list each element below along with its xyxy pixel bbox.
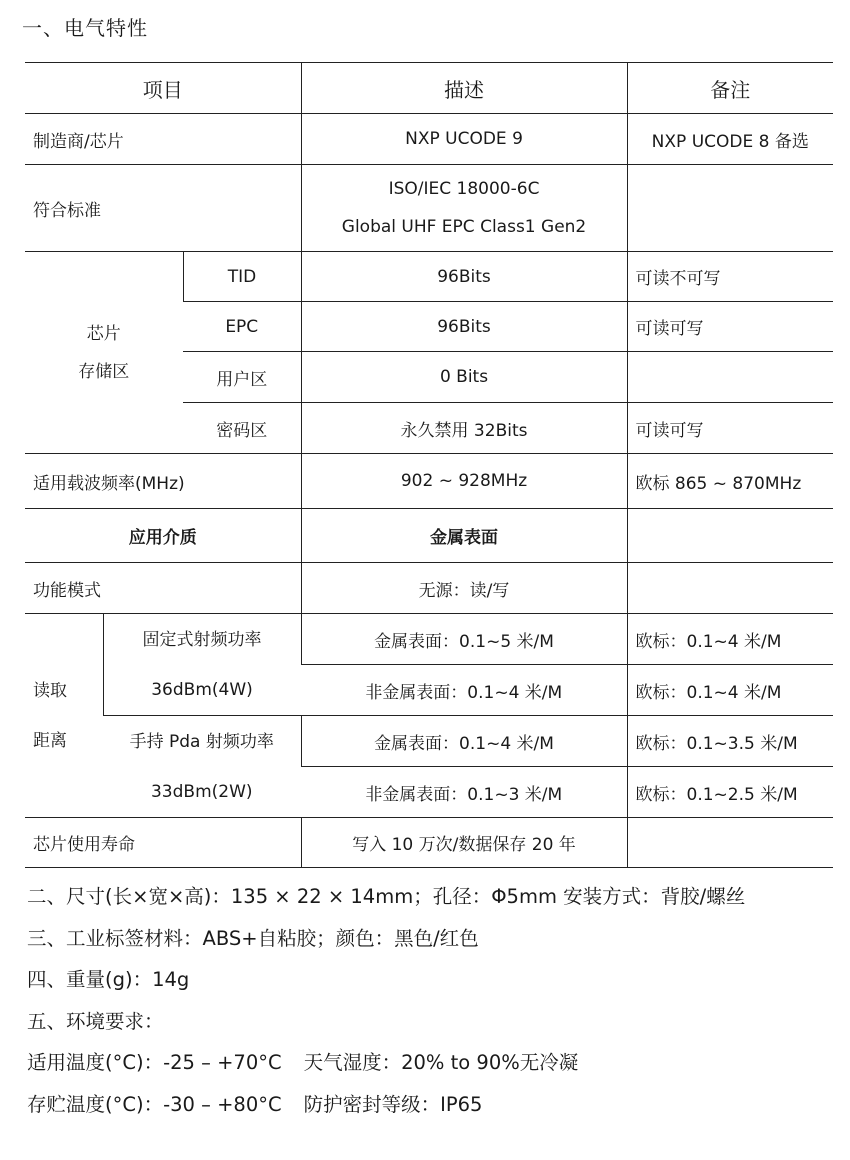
table-row-frequency (25, 454, 833, 509)
distance-note-2: 欧标：0.1~4 米/M (627, 665, 833, 716)
distance-note-3: 欧标：0.1~3.5 米/M (627, 716, 833, 767)
handheld-power-label (103, 716, 301, 818)
lifetime-label: 芯片使用寿命 (25, 818, 301, 868)
mode-label: 功能模式 (25, 563, 301, 614)
lifetime-desc: 写入 10 万次/数据保存 20 年 (301, 818, 627, 868)
mode-note (627, 563, 833, 614)
spec-table (25, 62, 833, 868)
manufacturer-note: NXP UCODE 8 备选 (627, 114, 833, 165)
spec-notes (27, 876, 827, 1125)
header-notes: 备注 (627, 63, 833, 114)
fixed-power-line1: 固定式射频功率 (142, 629, 262, 650)
distance-desc-3: 金属表面：0.1~4 米/M (301, 716, 627, 767)
mode-desc: 无源：读/写 (301, 563, 627, 614)
handheld-power-line2: 33dBm(2W) (150, 781, 253, 802)
standard-desc-line2: Global UHF EPC Class1 Gen2 (341, 217, 587, 237)
memory-tid-note: 可读不可写 (627, 252, 833, 302)
memory-group-line1: 芯片 (86, 323, 121, 344)
memory-user-label: 用户区 (183, 352, 301, 403)
table-row-standard (25, 165, 833, 252)
standard-desc-line1: ISO/IEC 18000-6C (388, 179, 540, 199)
table-row-distance-3 (25, 716, 833, 767)
table-row-mode (25, 563, 833, 614)
memory-password-desc: 永久禁用 32Bits (301, 403, 627, 454)
distance-group-label (25, 614, 103, 818)
memory-password-note: 可读可写 (627, 403, 833, 454)
fixed-power-label (103, 614, 301, 716)
fixed-power-line2: 36dBm(4W) (151, 679, 253, 700)
note-operating-line (27, 1042, 827, 1084)
distance-group-line1: 读取 (33, 680, 67, 701)
table-header-row (25, 63, 833, 114)
lifetime-note (627, 818, 833, 868)
distance-note-4: 欧标：0.1~2.5 米/M (627, 767, 833, 818)
note-humidity: 天气湿度：20% to 90%无冷凝 (303, 1051, 579, 1074)
memory-epc-label: EPC (183, 302, 301, 352)
manufacturer-label: 制造商/芯片 (25, 114, 301, 165)
memory-epc-desc: 96Bits (301, 302, 627, 352)
note-storage-line (27, 1084, 827, 1126)
memory-tid-label: TID (183, 252, 301, 302)
medium-desc: 金属表面 (301, 509, 627, 563)
note-storage-temp: 存贮温度(°C)：-30 – +80°C (27, 1092, 282, 1116)
medium-label: 应用介质 (25, 509, 301, 563)
table-row-medium (25, 509, 833, 563)
distance-desc-1: 金属表面：0.1~5 米/M (301, 614, 627, 665)
header-item: 项目 (25, 63, 301, 114)
table-row-manufacturer (25, 114, 833, 165)
header-description: 描述 (301, 63, 627, 114)
distance-desc-2: 非金属表面：0.1~4 米/M (301, 665, 627, 716)
memory-epc-note: 可读可写 (627, 302, 833, 352)
memory-password-label: 密码区 (183, 403, 301, 454)
memory-group-label (25, 252, 183, 454)
memory-group-line2: 存储区 (78, 361, 130, 382)
standard-desc (301, 165, 627, 252)
frequency-label: 适用载波频率(MHz) (25, 454, 301, 509)
memory-user-desc: 0 Bits (301, 352, 627, 403)
note-environment-title: 五、环境要求： (27, 1009, 164, 1033)
distance-note-1: 欧标：0.1~4 米/M (627, 614, 833, 665)
note-protection: 防护密封等级：IP65 (303, 1092, 483, 1116)
table-row-memory-tid (25, 252, 833, 302)
note-size: 二、尺寸(长×宽×高)：135 × 22 × 14mm；孔径：Φ5mm 安装方式：背胶/螺丝 (27, 885, 746, 908)
standard-label: 符合标准 (25, 165, 301, 252)
standard-note (627, 165, 833, 252)
memory-tid-desc: 96Bits (301, 252, 627, 302)
frequency-desc: 902 ~ 928MHz (301, 454, 627, 509)
handheld-power-line1: 手持 Pda 射频功率 (129, 731, 274, 752)
note-operating-temp: 适用温度(°C)：-25 – +70°C (27, 1051, 282, 1074)
distance-group-line2: 距离 (33, 730, 67, 751)
medium-note (627, 509, 833, 563)
note-material: 三、工业标签材料：ABS+自粘胶；颜色：黑色/红色 (27, 926, 479, 950)
memory-user-note (627, 352, 833, 403)
table-row-distance-1 (25, 614, 833, 665)
frequency-note: 欧标 865 ~ 870MHz (627, 454, 833, 509)
manufacturer-desc: NXP UCODE 9 (301, 114, 627, 165)
section-title-electrical: 一、电气特性 (22, 16, 148, 40)
note-weight: 四、重量(g)：14g (27, 968, 190, 991)
table-row-lifetime (25, 818, 833, 868)
distance-desc-4: 非金属表面：0.1~3 米/M (301, 767, 627, 818)
